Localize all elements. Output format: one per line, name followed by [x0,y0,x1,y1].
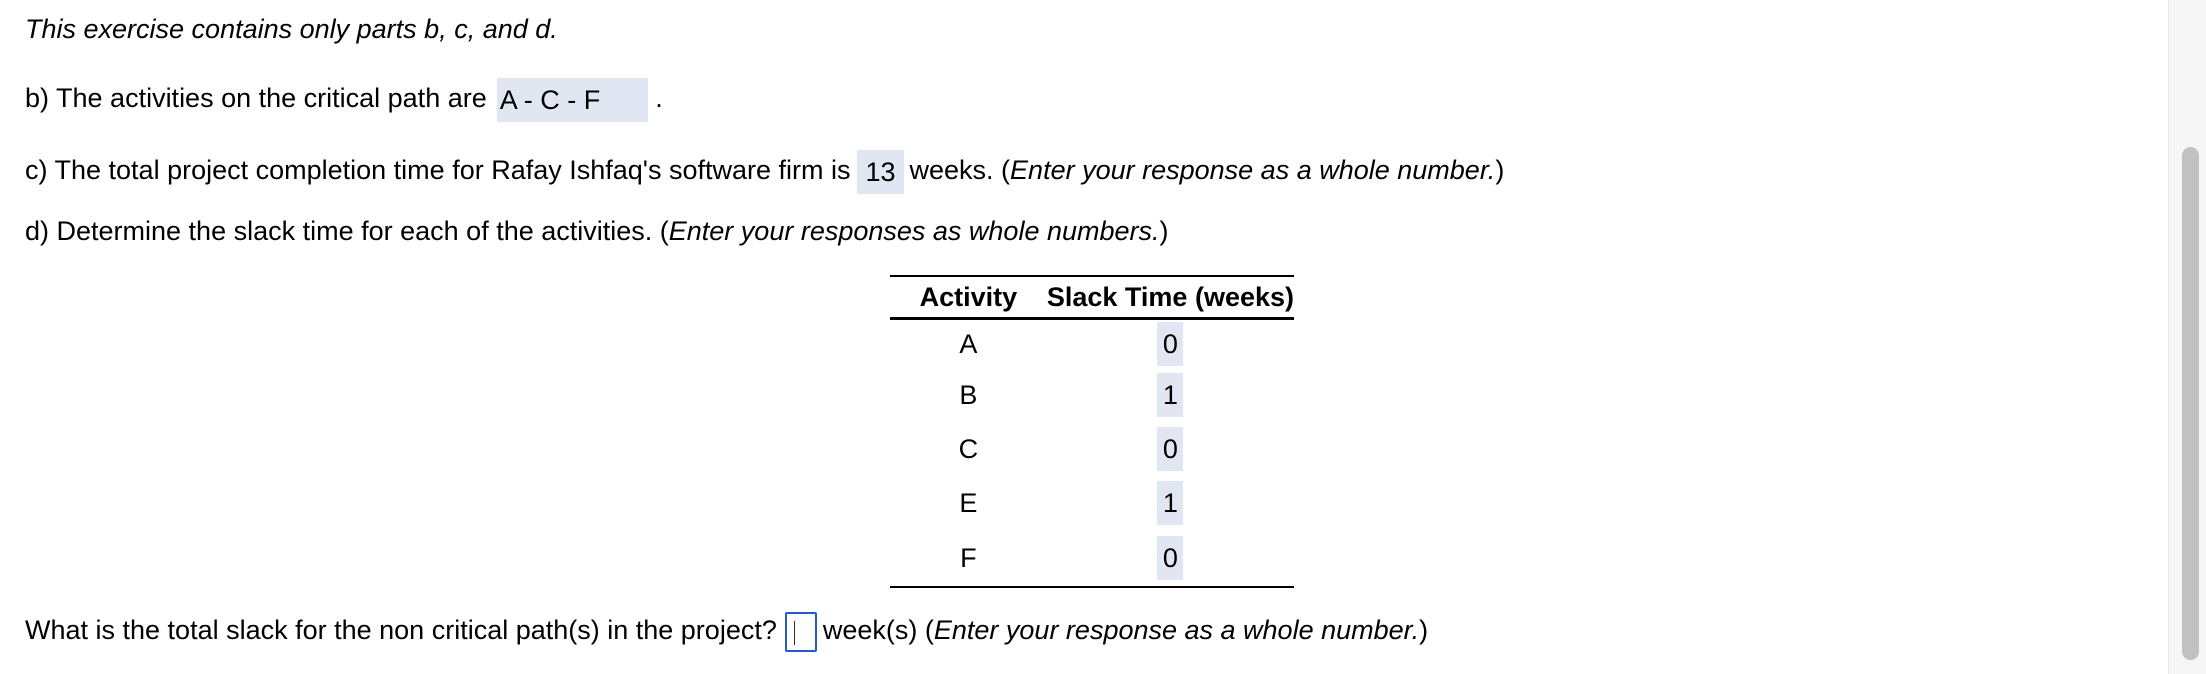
slack-cell [1047,368,1294,422]
exercise-intro: This exercise contains only parts b, c, and d. [25,14,558,44]
activity-cell: A [959,328,978,359]
part-c-prompt: c) The total project completion time for Rafay Ishfaq's software firm is [25,155,851,186]
activity-cell: E [959,487,978,518]
part-c-unit: weeks. ( [909,155,1011,186]
table-row [890,422,1294,476]
slack-answer-e[interactable]: 1 [1157,481,1183,525]
part-d-prompt: d) Determine the slack time for each of the activities. ( [25,216,669,246]
table-row [890,530,1294,587]
slack-answer-c[interactable]: 0 [1157,427,1183,471]
slack-answer-a[interactable]: 0 [1157,322,1183,366]
activity-cell: C [958,433,979,464]
critical-path-answer[interactable]: A - C - F [497,78,648,122]
text-cursor [794,621,795,645]
slack-answer-f[interactable]: 0 [1157,536,1183,580]
part-d [25,214,1169,248]
part-c [25,150,1504,194]
part-b [25,78,663,122]
part-c-close: ) [1495,155,1505,186]
question-instruction: Enter your response as a whole number. [933,615,1420,646]
table-row [890,319,1294,369]
total-slack-question [25,612,1428,652]
table-row [890,368,1294,422]
slack-cell [1047,319,1294,369]
activity-cell: F [960,542,977,573]
completion-time-answer[interactable]: 13 [857,150,903,194]
part-d-instruction: Enter your responses as whole numbers. [668,216,1160,246]
slack-time-table [890,275,1294,588]
part-c-instruction: Enter your response as a whole number. [1010,155,1496,186]
scrollbar-thumb[interactable] [2182,147,2199,660]
question-prompt: What is the total slack for the non critical path(s) in the project? [25,615,777,646]
slack-cell [1047,530,1294,587]
table-row [890,476,1294,530]
activity-cell: B [959,379,978,410]
column-header-slack: Slack Time (weeks) [1047,276,1294,319]
slack-answer-b[interactable]: 1 [1157,373,1183,417]
part-d-close: ) [1159,216,1169,246]
part-b-period: . [655,83,663,114]
table-header-row [890,276,1294,319]
part-b-prompt: b) The activities on the critical path are [25,83,487,114]
question-close: ) [1419,615,1429,646]
total-slack-input[interactable] [785,612,817,652]
column-header-activity: Activity [890,276,1047,319]
question-unit: week(s) ( [822,615,934,646]
slack-cell [1047,422,1294,476]
slack-cell [1047,476,1294,530]
